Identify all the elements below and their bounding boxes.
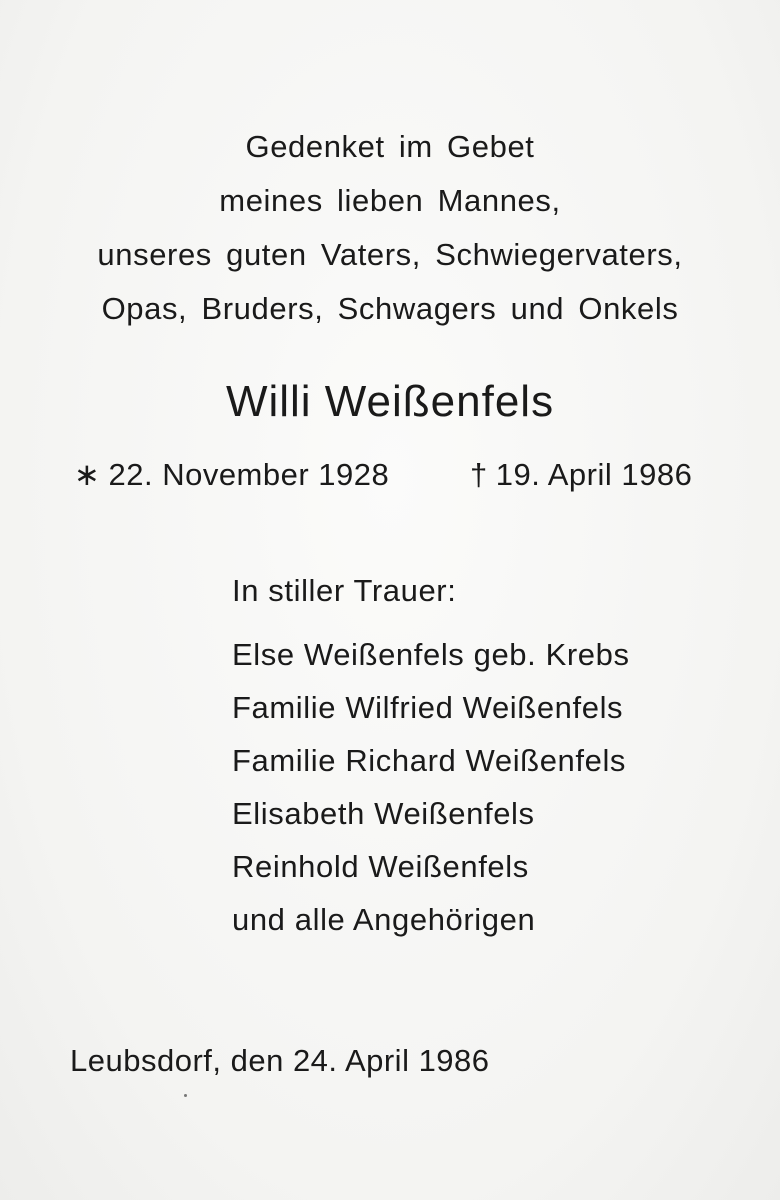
paper-speck	[184, 1094, 187, 1097]
birth-date: 22. November 1928	[108, 457, 390, 492]
intro-line: unseres guten Vaters, Schwiegervaters,	[97, 237, 683, 272]
intro-line: meines lieben Mannes,	[219, 183, 561, 218]
mourner-item: und alle Angehörigen	[232, 902, 536, 937]
deceased-name: Willi Weißenfels	[225, 377, 555, 426]
mourner-item: Else Weißenfels geb. Krebs	[232, 637, 630, 672]
memorial-intro	[0, 126, 780, 342]
intro-line: Gedenket im Gebet	[245, 129, 535, 164]
mourner-item: Familie Richard Weißenfels	[232, 743, 627, 778]
mourner-item: Familie Wilfried Weißenfels	[232, 690, 624, 725]
mourning-heading: In stiller Trauer:	[232, 573, 457, 608]
intro-line: Opas, Bruders, Schwagers und Onkels	[101, 291, 679, 326]
death-date: 19. April 1986	[495, 457, 693, 492]
mourners-list	[232, 634, 630, 952]
death-cross-icon: †	[470, 457, 488, 492]
mourner-item: Reinhold Weißenfels	[232, 849, 529, 884]
birth-star-icon: ∗	[74, 457, 101, 492]
mourner-item: Elisabeth Weißenfels	[232, 796, 535, 831]
death-date-line	[470, 454, 692, 496]
place-and-date: Leubsdorf, den 24. April 1986	[70, 1043, 490, 1078]
birth-date-line	[74, 454, 389, 496]
